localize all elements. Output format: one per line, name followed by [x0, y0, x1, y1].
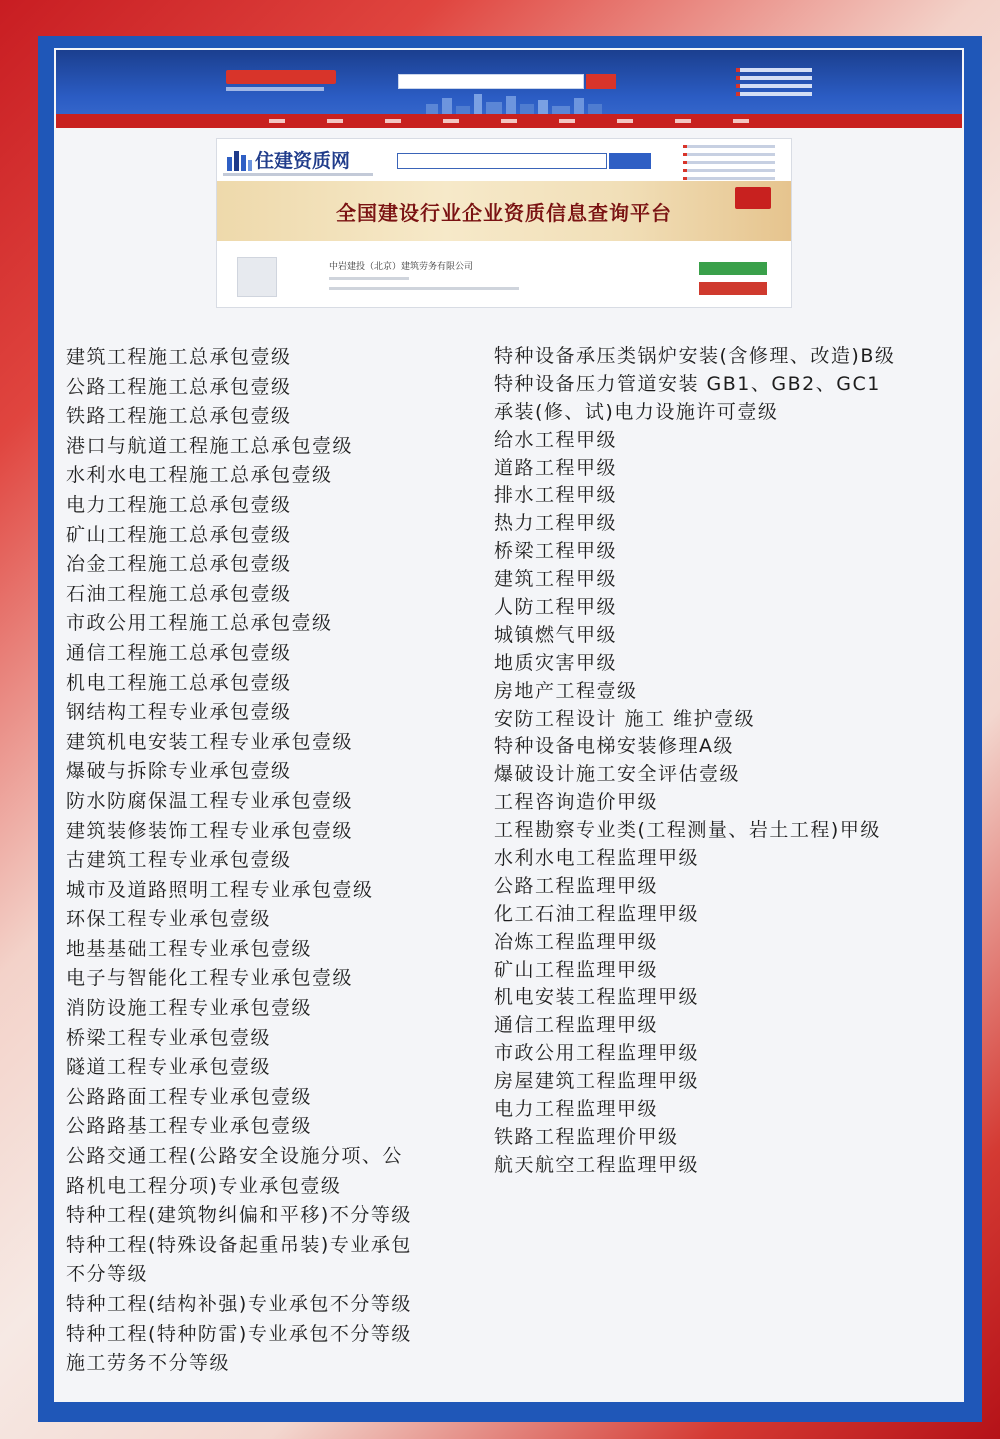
- qualification-item: 电力工程施工总承包壹级: [66, 493, 292, 516]
- qualification-item: 建筑工程施工总承包壹级: [66, 346, 292, 368]
- qualification-item: 桥梁工程甲级: [494, 540, 618, 563]
- nav-item[interactable]: [617, 119, 633, 123]
- nav-item[interactable]: [385, 119, 401, 123]
- qualification-item: 建筑工程甲级: [494, 568, 618, 591]
- contact-button[interactable]: [699, 282, 767, 295]
- qualification-item: 矿山工程监理甲级: [494, 958, 659, 981]
- blue-frame: [38, 36, 982, 1422]
- qualification-item: 公路路面工程专业承包壹级: [66, 1085, 313, 1108]
- quick-link[interactable]: [683, 177, 775, 180]
- qualification-item: 防水防腐保温工程专业承包壹级: [66, 789, 354, 812]
- qualification-item: 市政公用工程施工总承包壹级: [66, 612, 333, 635]
- qualification-item: 特种工程(建筑物纠偏和平移)不分等级: [66, 1204, 412, 1227]
- qualification-item: 水利水电工程施工总承包壹级: [66, 464, 333, 487]
- card-banner: [217, 181, 791, 241]
- qualification-item: 公路工程监理甲级: [494, 874, 659, 897]
- qualification-item: 房屋建筑工程监理甲级: [494, 1070, 700, 1093]
- nav-item[interactable]: [443, 119, 459, 123]
- qualification-item: 人防工程甲级: [494, 596, 618, 619]
- banner-title: 全国建设行业企业资质信息查询平台: [336, 200, 672, 225]
- site-search-input[interactable]: [398, 74, 584, 89]
- qualification-item: 隧道工程专业承包壹级: [66, 1056, 272, 1079]
- quick-link[interactable]: [736, 76, 812, 80]
- nav-item[interactable]: [327, 119, 343, 123]
- nav-item[interactable]: [269, 119, 285, 123]
- qualification-item: 安防工程设计 施工 维护壹级: [494, 707, 756, 730]
- qualification-item: 热力工程甲级: [494, 512, 618, 535]
- quick-link[interactable]: [683, 169, 775, 172]
- qualification-item: 地质灾害甲级: [494, 651, 618, 674]
- qualification-item: 电力工程监理甲级: [494, 1098, 659, 1121]
- qualification-item: 港口与航道工程施工总承包壹级: [66, 434, 354, 457]
- qualification-item: 特种设备电梯安装修理A级: [494, 735, 734, 758]
- qualification-item: 公路路基工程专业承包壹级: [66, 1115, 313, 1138]
- qualification-item: 城市及道路照明工程专业承包壹级: [66, 878, 374, 901]
- company-detail-line: [329, 277, 409, 280]
- qualification-item: 水利水电工程监理甲级: [494, 847, 700, 870]
- qualification-item: 矿山工程施工总承包壹级: [66, 523, 292, 546]
- company-name: 中岩建投（北京）建筑劳务有限公司: [329, 262, 474, 272]
- card-logo-subtitle: [223, 173, 373, 176]
- view-details-button[interactable]: [699, 262, 767, 275]
- card-quick-links: [683, 145, 775, 185]
- qualification-item: 特种设备压力管道安装 GB1、GB2、GC1: [494, 372, 881, 395]
- qualification-item: 地基基础工程专业承包壹级: [66, 937, 313, 960]
- zjzz-site-card: [216, 138, 792, 308]
- nav-item[interactable]: [675, 119, 691, 123]
- qualification-item: 特种工程(特种防雷)专业承包不分等级: [66, 1322, 412, 1345]
- quick-link[interactable]: [736, 68, 812, 72]
- site-nav-bar: [56, 114, 962, 128]
- card-logo-text: 住建资质网: [255, 150, 351, 172]
- qualification-item: 化工石油工程监理甲级: [494, 902, 700, 925]
- qualification-item: 航天航空工程监理甲级: [494, 1153, 700, 1176]
- qualification-item: 爆破设计施工安全评估壹级: [494, 763, 741, 786]
- card-search-input[interactable]: [397, 153, 607, 169]
- qualification-item: 机电工程施工总承包壹级: [66, 671, 292, 694]
- quick-link[interactable]: [683, 145, 775, 148]
- qualification-item: 承装(修、试)电力设施许可壹级: [494, 400, 779, 423]
- qualification-item: 道路工程甲级: [494, 456, 618, 479]
- qualification-item: 给水工程甲级: [494, 428, 618, 451]
- qualification-item: 钢结构工程专业承包壹级: [66, 701, 292, 724]
- qualification-item: 电子与智能化工程专业承包壹级: [66, 967, 354, 990]
- nav-item[interactable]: [733, 119, 749, 123]
- qualification-item: 建筑装修装饰工程专业承包壹级: [66, 819, 354, 842]
- qualification-item: 特种工程(结构补强)专业承包不分等级: [66, 1293, 412, 1315]
- qualification-item: 铁路工程监理价甲级: [494, 1125, 679, 1148]
- nav-item[interactable]: [501, 119, 517, 123]
- card-header: [217, 139, 791, 181]
- company-result[interactable]: [217, 249, 791, 305]
- quick-link[interactable]: [736, 84, 812, 88]
- qualification-item: 工程咨询造价甲级: [494, 791, 659, 814]
- qualification-list-right: [494, 343, 964, 1180]
- card-search-button[interactable]: [609, 153, 651, 169]
- qualification-item: 特种设备承压类锅炉安装(含修理、改造)B级: [494, 345, 896, 367]
- qualification-list-left: [66, 343, 486, 1379]
- qualification-item: 桥梁工程专业承包壹级: [66, 1026, 272, 1049]
- qualification-item: 路机电工程分项)专业承包壹级: [66, 1174, 342, 1197]
- quick-link[interactable]: [683, 161, 775, 164]
- qualification-item: 施工劳务不分等级: [66, 1352, 231, 1375]
- buildings-logo-icon: [225, 149, 253, 171]
- qualification-item: 排水工程甲级: [494, 484, 618, 507]
- site-search-button[interactable]: [586, 74, 616, 89]
- qualification-item: 公路交通工程(公路安全设施分项、公: [66, 1145, 403, 1168]
- quick-link[interactable]: [683, 153, 775, 156]
- site-quick-links: [736, 68, 812, 100]
- qualification-item: 通信工程施工总承包壹级: [66, 641, 292, 664]
- qualification-item: 环保工程专业承包壹级: [66, 908, 272, 931]
- qualification-item: 爆破与拆除专业承包壹级: [66, 760, 292, 783]
- qualification-item: 城镇燃气甲级: [494, 623, 618, 646]
- qualification-item: 冶炼工程监理甲级: [494, 930, 659, 953]
- qualification-item: 消防设施工程专业承包壹级: [66, 997, 313, 1020]
- quick-link[interactable]: [736, 92, 812, 96]
- qualification-item: 特种工程(特殊设备起重吊装)专业承包: [66, 1233, 412, 1256]
- qualification-item: 公路工程施工总承包壹级: [66, 375, 292, 398]
- qualification-item: 通信工程监理甲级: [494, 1014, 659, 1037]
- qualification-item: 不分等级: [66, 1263, 149, 1286]
- qualification-item: 机电安装工程监理甲级: [494, 986, 700, 1009]
- flag-icon: [735, 187, 771, 209]
- qualification-item: 房地产工程壹级: [494, 679, 638, 702]
- qualification-item: 石油工程施工总承包壹级: [66, 582, 292, 605]
- qualification-item: 建筑机电安装工程专业承包壹级: [66, 730, 354, 753]
- company-thumbnail: [237, 257, 277, 297]
- company-detail-line: [329, 287, 519, 290]
- website-header-screenshot: [56, 50, 962, 128]
- qualification-item: 工程勘察专业类(工程测量、岩土工程)甲级: [494, 819, 881, 842]
- qualification-item: 古建筑工程专业承包壹级: [66, 849, 292, 872]
- nav-item[interactable]: [559, 119, 575, 123]
- qualification-item: 铁路工程施工总承包壹级: [66, 405, 292, 428]
- site-logo-subtitle: [226, 87, 324, 91]
- qualification-item: 市政公用工程监理甲级: [494, 1042, 700, 1065]
- site-logo: [226, 70, 336, 84]
- content-panel: [54, 48, 964, 1402]
- qualification-item: 冶金工程施工总承包壹级: [66, 553, 292, 576]
